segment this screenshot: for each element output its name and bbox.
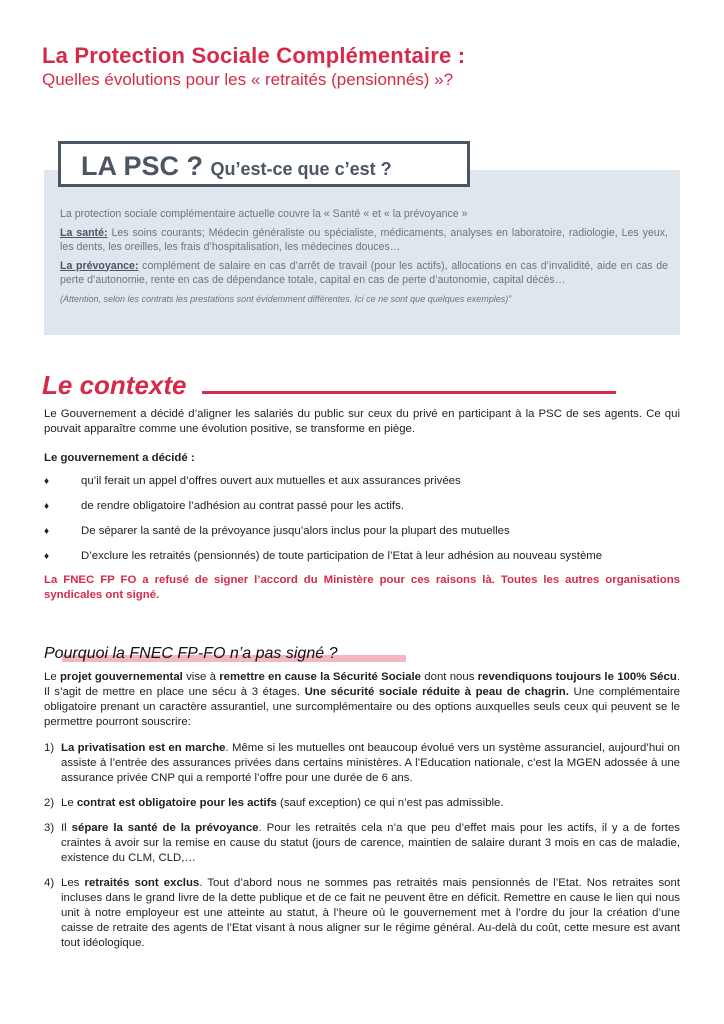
diamond-bullet-icon: ♦: [44, 526, 50, 537]
intro-bold: remettre en cause la Sécurité Sociale: [219, 671, 422, 683]
contexte-heading-rule: [202, 391, 616, 394]
diamond-bullet-icon: ♦: [44, 476, 50, 487]
psc-intro: La protection sociale complémentaire actuelle couvre la « Santé « et « la prévoyance »: [60, 208, 468, 220]
reason-text: (sauf exception) ce qui n’est pas admissible.: [276, 797, 504, 809]
list-item: [44, 524, 684, 549]
reason-number: 4): [44, 877, 55, 889]
psc-title-box: [58, 141, 470, 187]
list-item: [44, 549, 684, 574]
psc-title-big: LA PSC ?: [81, 151, 204, 181]
reason-text: . Pour les retraités cela n’a que peu d’effet mais pour les actifs, il y a de fortes craintes à avoir sur la remise en cause du statut (jours de carence, maintien de salaire durant 3 mois en cas de maladie, existence du CLM, CLD,…: [61, 822, 680, 864]
psc-sante-text: Les soins courants; Médecin généraliste ou spécialiste, médicaments, analyses en laboratoire, radiologie, Les yeux, les dents, les oreilles, les frais d’hospitalisation, les médecines douces…: [60, 226, 668, 253]
intro-text: vise à: [182, 671, 220, 683]
decided-heading: Le gouvernement a décidé :: [44, 452, 195, 464]
reason-item: [44, 741, 680, 786]
list-item: [44, 499, 684, 524]
intro-text: Le: [44, 671, 60, 683]
reason-text: . Tout d’abord nous ne sommes pas retraités mais pensionnés de l’Etat. Nos retraites sont incluses dans le grand livre de la dette publique et de ce fait ne peuvent être en déficit. Remettre en cause le lien qui nous unit à notre employeur est une atteinte au statut, à l’heure où le gouvernement met à l’ordre du jour la création d’une caisse de retraite des agents de l’Etat visant à nous aligner sur le régime général. Au-delà du coût, cette mesure est avant tout idéologique.: [61, 877, 681, 949]
list-item-text: de rendre obligatoire l’adhésion au contrat passé pour les actifs.: [81, 500, 404, 512]
reason-item: [44, 821, 680, 866]
reason-item: [44, 876, 680, 951]
document-title: La Protection Sociale Complémentaire :: [42, 43, 466, 68]
reasons-list: [44, 741, 680, 961]
intro-text: Une complémentaire obligatoire prenant un caractère assurantiel, une surcomplémentaire ou des options auxquelles seuls ceux qui peuvent se le permettre pourront souscrire:: [44, 686, 681, 728]
psc-prevoyance-label: La prévoyance:: [60, 259, 139, 272]
decided-list: [44, 474, 684, 574]
reason-bold: La privatisation est en marche: [61, 742, 226, 754]
reason-number: 2): [44, 797, 55, 809]
psc-note: (Attention, selon les contrats les prestations sont évidemment différentes. Ici ce ne sont que quelques exemples)”: [60, 293, 512, 304]
reason-prefix: Le: [61, 797, 77, 809]
document-subtitle: Quelles évolutions pour les « retraités (pensionnés) »?: [42, 70, 454, 89]
diamond-bullet-icon: ♦: [44, 551, 50, 562]
intro-text: . Il s’agit de mettre en place une sécu à 3 étages.: [44, 671, 680, 698]
list-item-text: De séparer la santé de la prévoyance jusqu’alors inclus pour la plupart des mutuelles: [81, 525, 510, 537]
psc-title-small: Qu’est-ce que c’est ?: [210, 159, 392, 179]
reason-bold: retraités sont exclus: [84, 877, 200, 889]
reason-prefix: Il: [61, 822, 72, 834]
psc-text: [60, 207, 668, 310]
list-item-text: qu’il ferait un appel d’offres ouvert aux mutuelles et aux assurances privées: [81, 475, 461, 487]
psc-sante-label: La santé:: [60, 226, 108, 239]
contexte-intro: Le Gouvernement a décidé d’aligner les salariés du public sur ceux du privé en participant à la PSC de ses agents. Ce qui pouvait apparaître comme une évolution positive, se transforme en piège.: [44, 408, 680, 435]
reason-bold: sépare la santé de la prévoyance: [71, 822, 259, 834]
diamond-bullet-icon: ♦: [44, 501, 50, 512]
reason-prefix: Les: [61, 877, 85, 889]
reason-number: 1): [44, 742, 55, 754]
psc-prevoyance: [60, 259, 668, 288]
reason-bold: contrat est obligatoire pour les actifs: [76, 797, 277, 809]
pourquoi-intro: [44, 670, 680, 730]
list-item-text: D’exclure les retraités (pensionnés) de toute participation de l’Etat à leur adhésion au nouveau système: [81, 550, 603, 562]
intro-bold: Une sécurité sociale réduite à peau de chagrin.: [304, 686, 569, 698]
reason-item: [44, 796, 680, 811]
psc-prevoyance-text: complément de salaire en cas d’arrêt de travail (pour les actifs), allocations en cas d’invalidité, aide en cas de perte d’autonomie, rente en cas de dépendance totale, capital en cas de perte d’autonomie, capital décès…: [60, 259, 668, 286]
reason-number: 3): [44, 822, 55, 834]
psc-title: [81, 151, 392, 182]
refusal-statement: La FNEC FP FO a refusé de signer l’accord du Ministère pour ces raisons là. Toutes les autres organisations syndicales ont signé.: [44, 574, 680, 601]
list-item: [44, 474, 684, 499]
contexte-heading: Le contexte: [42, 370, 187, 400]
pourquoi-heading: Pourquoi la FNEC FP-FO n’a pas signé ?: [44, 645, 338, 662]
intro-bold: revendiquons toujours le 100% Sécu: [477, 671, 677, 683]
intro-text: dont nous: [421, 671, 478, 683]
reason-text: . Même si les mutuelles ont beaucoup évolué vers un système assuranciel, aujourd’hui on assiste à l’entrée des assurances privées dans certains ministères. A l’Education nationale, c’est la MGEN adossée à une assurance privée CNP qui a remporté l’offre pour une durée de 6 ans.: [61, 742, 680, 784]
psc-sante: [60, 226, 668, 255]
intro-bold: projet gouvernemental: [59, 671, 183, 683]
